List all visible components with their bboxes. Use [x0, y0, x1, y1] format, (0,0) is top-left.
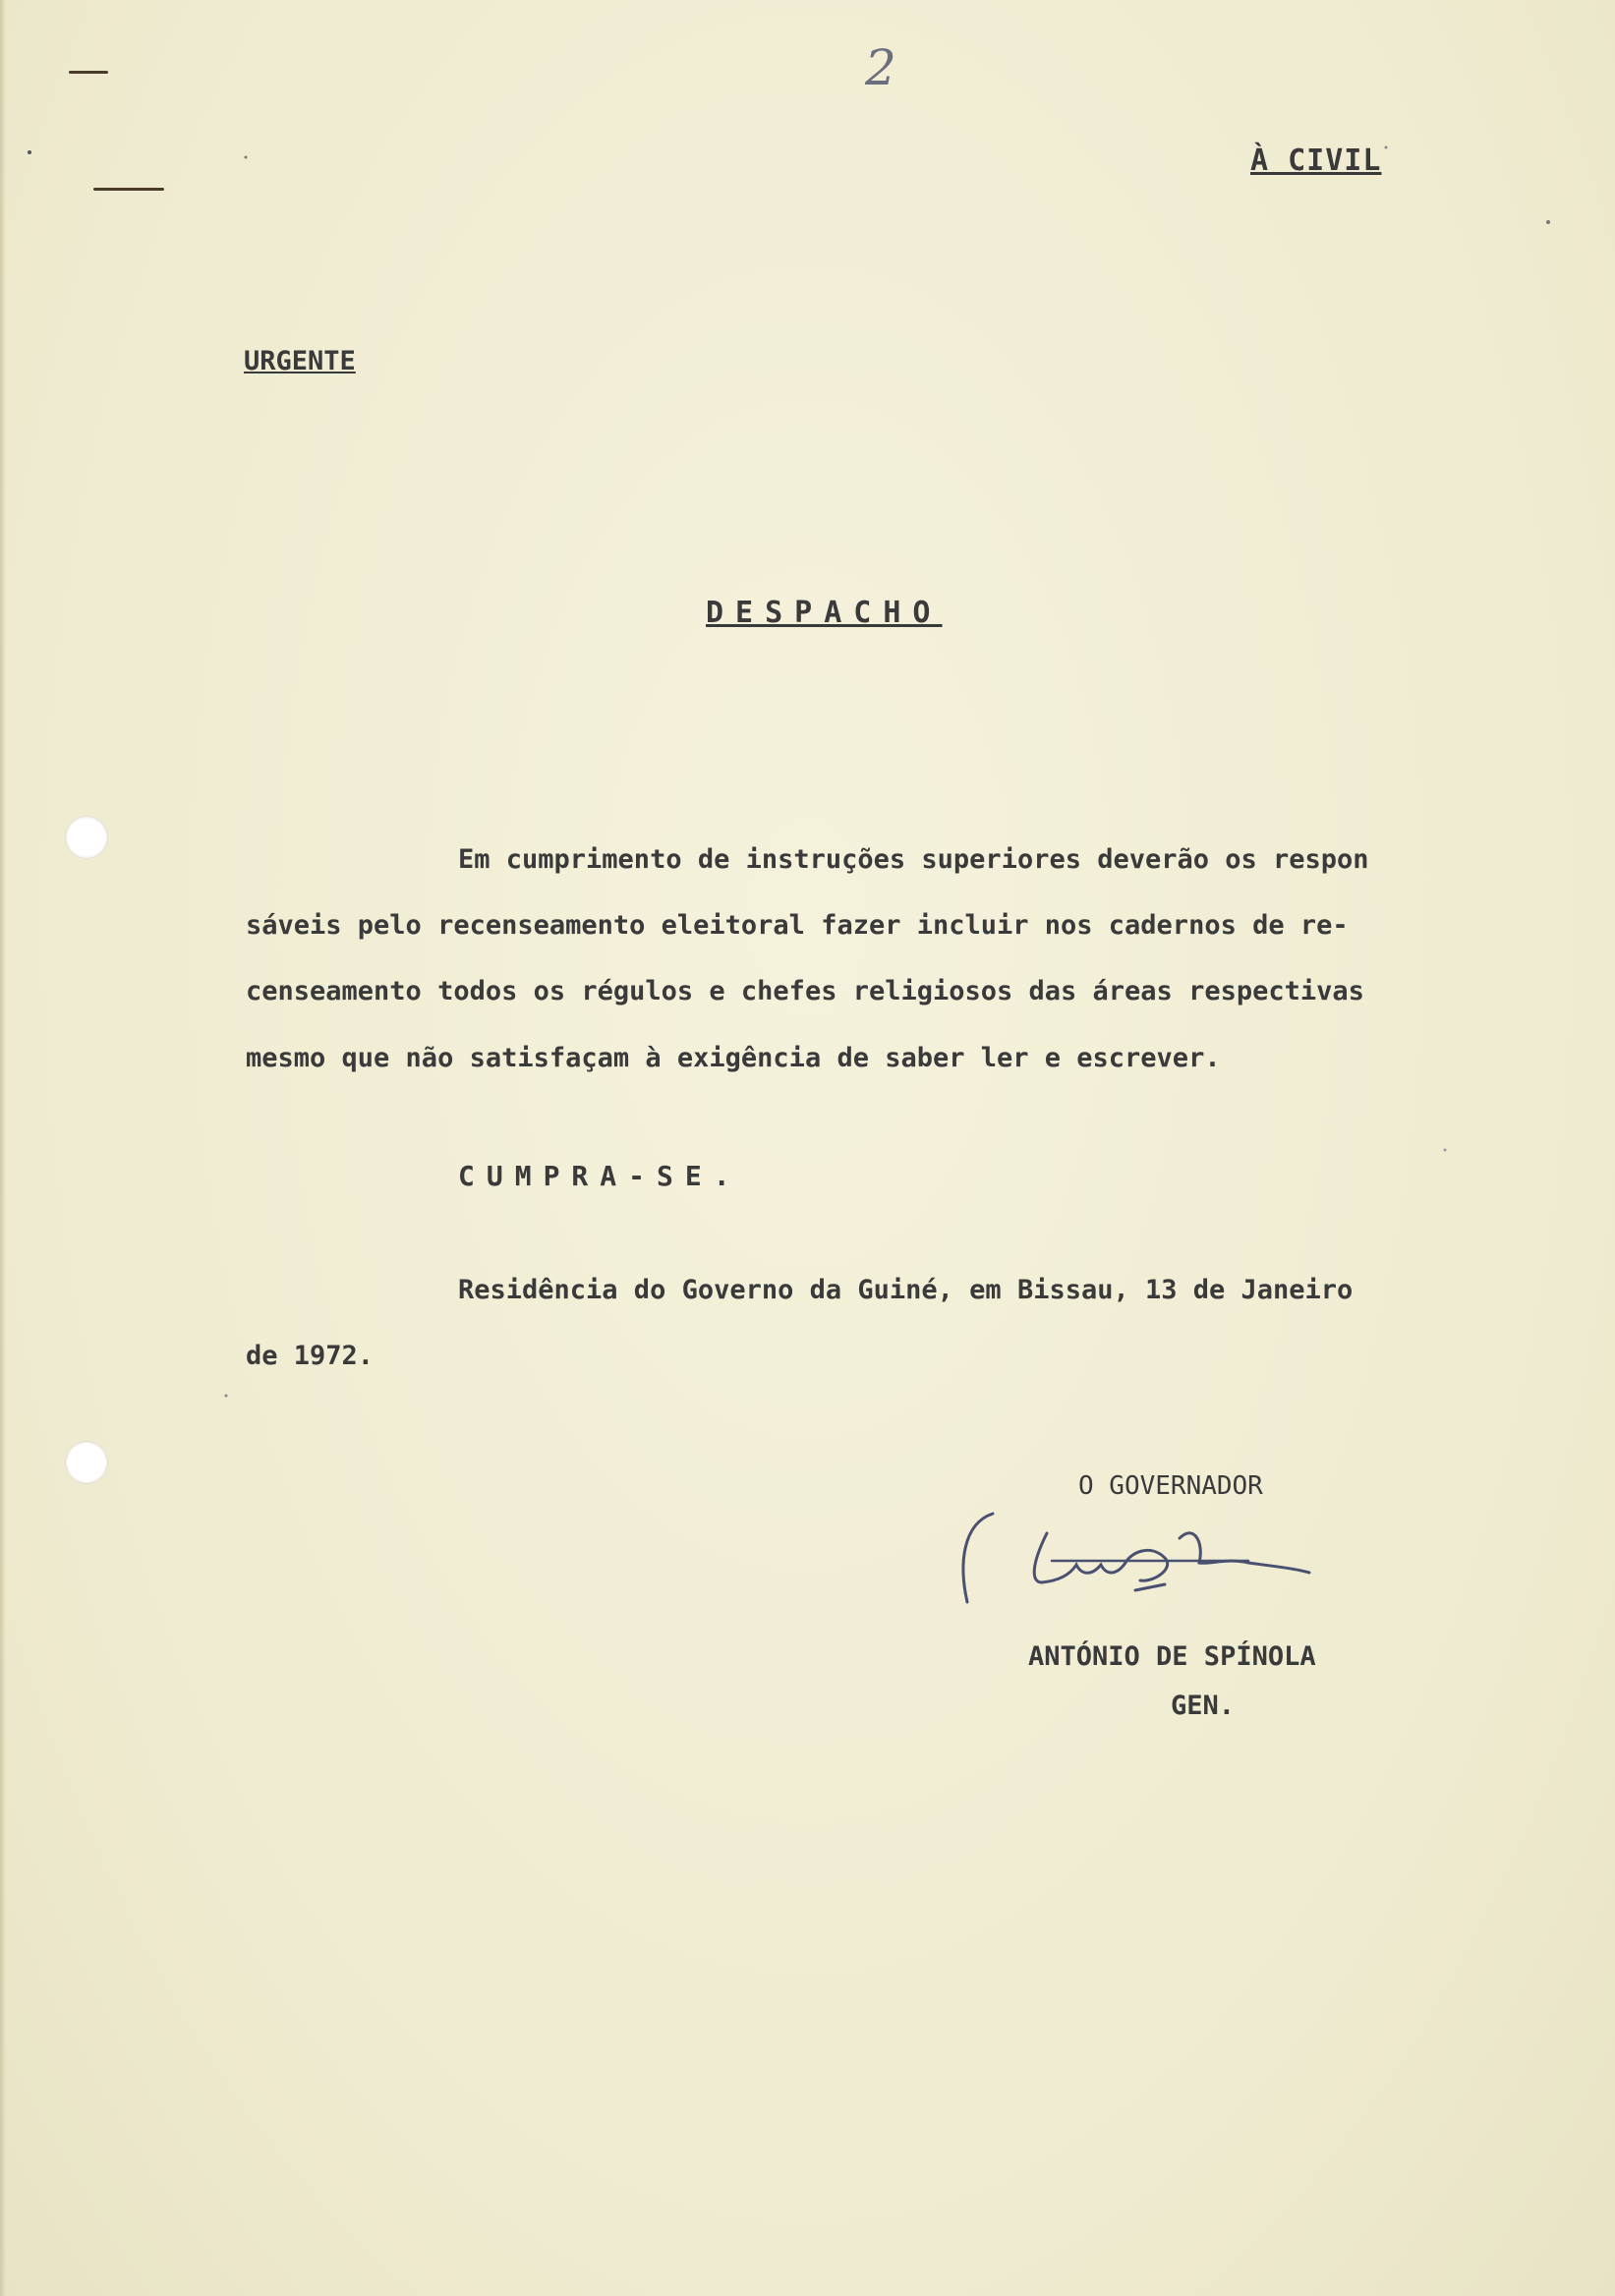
place-date-line: Residência do Governo da Guiné, em Bissau, 13 de Janeiro: [458, 1275, 1354, 1305]
document-title: DESPACHO: [706, 596, 943, 630]
page-number-annotation: 2: [865, 39, 896, 96]
body-line: sáveis pelo recenseamento eleitoral fazer incluir nos cadernos de re-: [246, 910, 1349, 941]
signatory-role: O GOVERNADOR: [1078, 1471, 1263, 1501]
destination-label: À CIVIL: [1250, 144, 1382, 178]
handwritten-signature: [953, 1504, 1347, 1632]
punch-hole: [65, 1441, 108, 1484]
signatory-rank: GEN.: [1171, 1691, 1236, 1721]
order-line: CUMPRA-SE.: [458, 1160, 742, 1192]
body-line: mesmo que não satisfaçam à exigência de saber ler e escrever.: [246, 1043, 1221, 1073]
signatory-name: ANTÓNIO DE SPÍNOLA: [1028, 1641, 1316, 1672]
body-line: Em cumprimento de instruções superiores deverão os respon: [458, 844, 1369, 875]
body-line: censeamento todos os régulos e chefes religiosos das áreas respectivas: [246, 976, 1364, 1006]
place-date-line: de 1972.: [246, 1341, 375, 1371]
punch-hole: [65, 816, 108, 859]
priority-label: URGENTE: [244, 346, 356, 376]
